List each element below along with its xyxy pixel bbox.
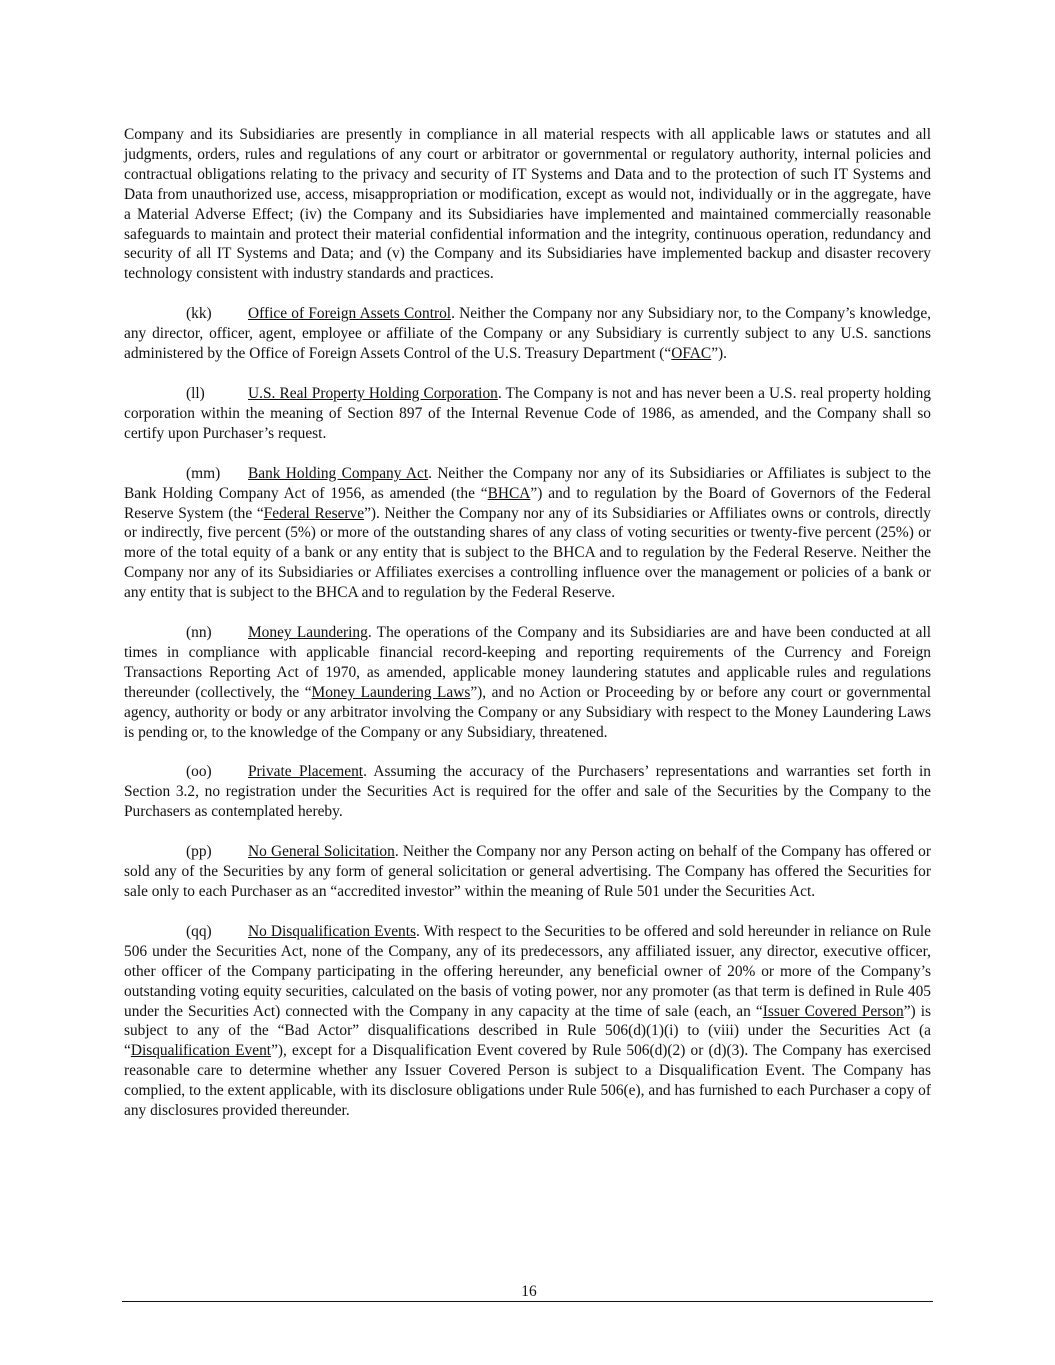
section-heading: U.S. Real Property Holding Corporation (248, 384, 498, 402)
section-body: ”). Neither the Company nor any of its Subsidiaries or Affiliates owns or controls, directly or indirectly, five percent (5%) or more of the outstanding shares of any class of voting securities or twenty-five percent (25%) or more of the total equity of a bank or any entity that is subject to the BHCA and to regulation by the Federal Reserve. Neither the Company nor any of its Subsidiaries or Affiliates exercises a controlling influence over the management or policies of a bank or any entity that is subject to the BHCA and to regulation by the Federal Reserve. (124, 504, 931, 602)
section-body: . The operations of the Company and its Subsidiaries are and have been conducted at all times in compliance with applicable financial record-keeping and reporting requirements of the Currency and Foreign Transactions Reporting Act of 1970, as amended, applicable money laundering statutes and applicable rules and regulations thereunder (collectively, the “ (124, 624, 931, 701)
section-body: ”) and to regulation by the Board of Governors of the Federal Reserve System (the “ (124, 484, 931, 522)
section-ll (124, 384, 931, 444)
section-heading: Office of Foreign Assets Control (248, 305, 452, 323)
document-page (124, 125, 931, 1141)
section-marker: (kk) (186, 305, 212, 323)
footer-divider (122, 1301, 933, 1302)
section-body: . Neither the Company nor any Subsidiary nor, to the Company’s knowledge, any director, officer, agent, employee or affiliate of the Company or any Subsidiary is currently subject to any U.S. sanctions administered by the Office of Foreign Assets Control of the U.S. Treasury Department (“ (124, 305, 932, 363)
section-body: ”) is subject to any of the “Bad Actor” disqualifications described in Rule 506(d)(1)(i) to (viii) under the Securities Act (a “ (124, 1002, 931, 1060)
section-marker: (nn) (186, 624, 212, 642)
defined-term: Federal Reserve (263, 504, 365, 522)
section-marker: (pp) (186, 843, 212, 861)
section-pp (124, 842, 931, 902)
section-body: . Assuming the accuracy of the Purchasers’ representations and warranties set forth in Section 3.2, no registration under the Securities Act is required for the offer and sale of the Securities by the Company to the Purchasers as contemplated hereby. (124, 763, 931, 821)
section-heading: Private Placement (248, 763, 364, 781)
defined-term: Disqualification Event (130, 1042, 272, 1060)
intro-text: Company and its Subsidiaries are presently in compliance in all material respects with all applicable laws or statutes and all judgments, orders, rules and regulations of any court or arbitrator or governmental or regulatory authority, internal policies and contractual obligations relating to the privacy and security of IT Systems and Data and to the protection of such IT Systems and Data from unauthorized use, access, misappropriation or modification, except as would not, individually or in the aggregate, have a Material Adverse Effect; (iv) the Company and its Subsidiaries have implemented and maintained commercially reasonable safeguards to maintain and protect their material confidential information and the integrity, continuous operation, redundancy and security of all IT Systems and Data; and (v) the Company and its Subsidiaries have implemented backup and disaster recovery technology consistent with industry standards and practices. (124, 126, 931, 283)
defined-term: Money Laundering Laws (311, 683, 471, 701)
defined-term: Issuer Covered Person (762, 1002, 904, 1020)
section-heading: Money Laundering (248, 624, 368, 642)
section-heading: No Disqualification Events (248, 922, 416, 940)
section-marker: (oo) (186, 763, 212, 781)
section-body: . Neither the Company nor any Person acting on behalf of the Company has offered or sold any of the Securities by any form of general solicitation or general advertising. The Company has offered the Securities for sale only to each Purchaser as an “accredited investor” within the meaning of Rule 501 under the Securities Act. (124, 843, 931, 900)
section-kk (124, 304, 931, 364)
section-body: ”), and no Action or Proceeding by or before any court or governmental agency, authority or body or any arbitrator involving the Company or any Subsidiary with respect to the Money Laundering Laws is pending or, to the knowledge of the Company or any Subsidiary, threatened. (124, 683, 931, 741)
section-heading: Bank Holding Company Act (248, 464, 429, 482)
section-marker: (mm) (186, 464, 221, 482)
intro-paragraph (124, 125, 931, 284)
section-qq (124, 922, 931, 1121)
section-body: ”). (711, 345, 728, 363)
section-body: . The Company is not and has never been a U.S. real property holding corporation within the meaning of Section 897 of the Internal Revenue Code of 1986, as amended, and the Company shall so certify upon Purchaser’s request. (124, 384, 931, 442)
section-heading: No General Solicitation (248, 843, 395, 861)
section-marker: (ll) (186, 384, 205, 402)
defined-term: BHCA (487, 484, 531, 502)
section-nn (124, 623, 931, 742)
page-number: 16 (521, 1283, 537, 1300)
section-body: ”), except for a Disqualification Event covered by Rule 506(d)(2) or (d)(3). The Company has exercised reasonable care to determine whether any Issuer Covered Person is subject to a Disqualification Event. The Company has complied, to the extent applicable, with its disclosure obligations under Rule 506(e), and has furnished to each Purchaser a copy of any disclosures provided thereunder. (124, 1042, 931, 1120)
section-marker: (qq) (186, 922, 212, 940)
section-oo (124, 762, 931, 822)
section-body: . Neither the Company nor any of its Subsidiaries or Affiliates is subject to the Bank Holding Company Act of 1956, as amended (the “ (124, 464, 931, 502)
defined-term: OFAC (671, 345, 712, 363)
section-body: . With respect to the Securities to be offered and sold hereunder in reliance on Rule 506 under the Securities Act, none of the Company, any of its predecessors, any affiliated issuer, any director, executive officer, other officer of the Company participating in the offering hereunder, any beneficial owner of 20% or more of the Company’s outstanding voting equity securities, calculated on the basis of voting power, nor any promoter (as that term is defined in Rule 405 under the Securities Act) connected with the Company in any capacity at the time of sale (each, an “ (124, 922, 931, 1020)
section-mm (124, 464, 931, 603)
